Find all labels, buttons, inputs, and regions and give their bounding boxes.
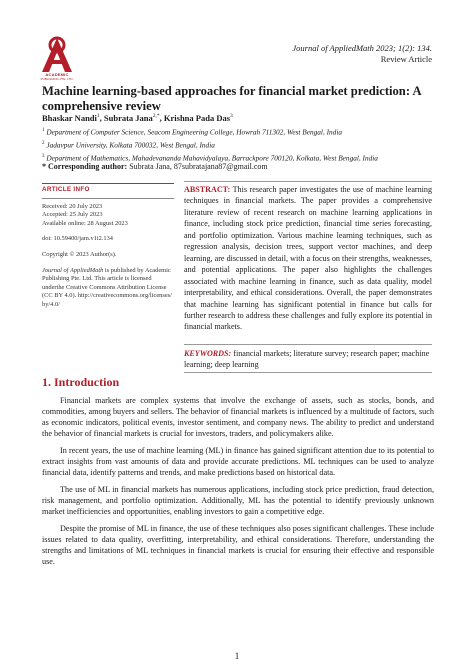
logo-text: ACADEMIC [45, 72, 69, 77]
author-sup: 3 [230, 113, 233, 120]
author-name: Bhaskar Nandi [42, 113, 97, 123]
abstract-text: This research paper investigates the use of machine learning techniques in financial markets. The paper provides a comprehensive literature review of recent research on machine learning applications in finance, including stock price prediction, financial time series forecasting, and portfolio optimization. Various machine learning techniques, such as regression analysis, decision trees, support vector machines, and deep learning, are discussed in detail, with a focus on their strengths, weaknesses, and potential applications. The paper also highlights the challenges associated with machine learning in finance, such as data quality, model interpretability, and ethical considerations. Overall, the paper demonstrates that machine learning has significant potential in finance but calls for further research to address these challenges and fully explore its potential in financial markets. [184, 185, 432, 332]
article-info [42, 183, 174, 310]
keywords-label: KEYWORDS: [184, 349, 232, 358]
section-heading: 1. Introduction [42, 375, 120, 389]
paragraph: In recent years, the use of machine learning (ML) in finance has gained significant attention due to its potential to extract insights from vast amounts of data and provide accurate predictions. ML techniques can be used to analyze financial data, identify patterns and trends, and make predictions based on historical data. [42, 446, 434, 478]
page-number: 1 [234, 651, 240, 661]
paragraph: Financial markets are complex systems that involve the exchange of assets, such as stocks, bonds, and commodities, among buyers and sellers. The behavior of financial markets is influenced by a multitude of factors, such as economic indicators, political events, investor sentiment, and company news. The ability to predict and understand the behavior of financial markets is crucial for investors, traders, and policymakers alike. [42, 396, 434, 439]
author-list: Bhaskar Nandi$^1$, Subrata Jana$^{2,*}$, Krishna Pada Das$^3$ [42, 113, 233, 123]
affiliations [42, 125, 442, 164]
article-type: Review Article [380, 54, 432, 64]
copyright: Copyright © 2023 Author(s). [42, 250, 117, 258]
license-link[interactable]: http://creativecommons.org/licenses/by/4.0/ [42, 292, 172, 308]
doi[interactable]: doi: 10.59400/jam.v1i2.134 [42, 235, 114, 243]
corresponding-author [42, 162, 268, 171]
received-date: Received: 20 July 2023 [42, 202, 103, 210]
corresponding-label: * Corresponding author: [42, 162, 128, 171]
journal-name: Journal of AppliedMath 2023; 1(2): 134. [292, 43, 432, 53]
author-name: Subrata Jana [103, 113, 153, 123]
accepted-date: Accepted: 25 July 2023 [42, 211, 103, 219]
corresponding-email[interactable]: Subrata Jana, 87subratajana87@gmail.com [129, 162, 268, 171]
affiliation: $^2$ Jadavpur University, Kolkata 700032, West Bengal, India [42, 140, 215, 150]
license-text: Journal of AppliedMath is published by Academic Publishing Pte. Ltd. This article is licensed underthe Creative Commons Attribution License (CC BY 4.0). http://creativecommons.org/licenses/by/4.0/ [42, 266, 172, 308]
keywords-text: financial markets; literature survey; research paper; machine learning; deep learning [184, 349, 430, 369]
abstract [184, 181, 432, 336]
author-name: Krishna Pada Das [163, 113, 231, 123]
publisher-logo-icon [38, 34, 76, 74]
article-dates [42, 203, 174, 229]
section-body [42, 395, 434, 573]
affiliation: $^1$ Department of Computer Science, Seacom Engineering College, Howrah 711302, West Bengal, India [42, 127, 343, 137]
paper-title: Machine learning-based approaches for financial market prediction: A comprehensive review [42, 84, 421, 113]
keywords [184, 344, 432, 373]
divider [42, 198, 174, 199]
available-date: Available online: 28 August 2023 [42, 219, 128, 227]
author-sup: 2,* [152, 113, 160, 120]
divider [42, 183, 174, 184]
paragraph: The use of ML in financial markets has numerous applications, including stock price prediction, fraud detection, risk management, and portfolio optimization. Additionally, ML has the potential to identify previously unknown market inefficiencies and opportunities, enabling investors to gain a competitive edge. [42, 485, 434, 517]
logo-subtext: PUBLISHING PTE. LTD. [40, 77, 74, 81]
journal-citation [292, 43, 432, 65]
abstract-label: ABSTRACT: [184, 185, 231, 194]
affiliation: $^3$ Department of Mathematics, Mahadevananda Mahavidyalaya, Barrackpore 700120, Kolkata, West Bengal, India [42, 153, 378, 163]
paragraph: Despite the promise of ML in finance, the use of these techniques also poses significant challenges. These include issues related to data quality, overfitting, interpretability, and ethical considerations. Therefore, understanding the strengths and limitations of ML techniques in financial markets is crucial for ensuring their effective and responsible use. [42, 524, 434, 567]
author-sup: 1 [96, 113, 100, 120]
article-info-heading: ARTICLE INFO [42, 186, 90, 193]
